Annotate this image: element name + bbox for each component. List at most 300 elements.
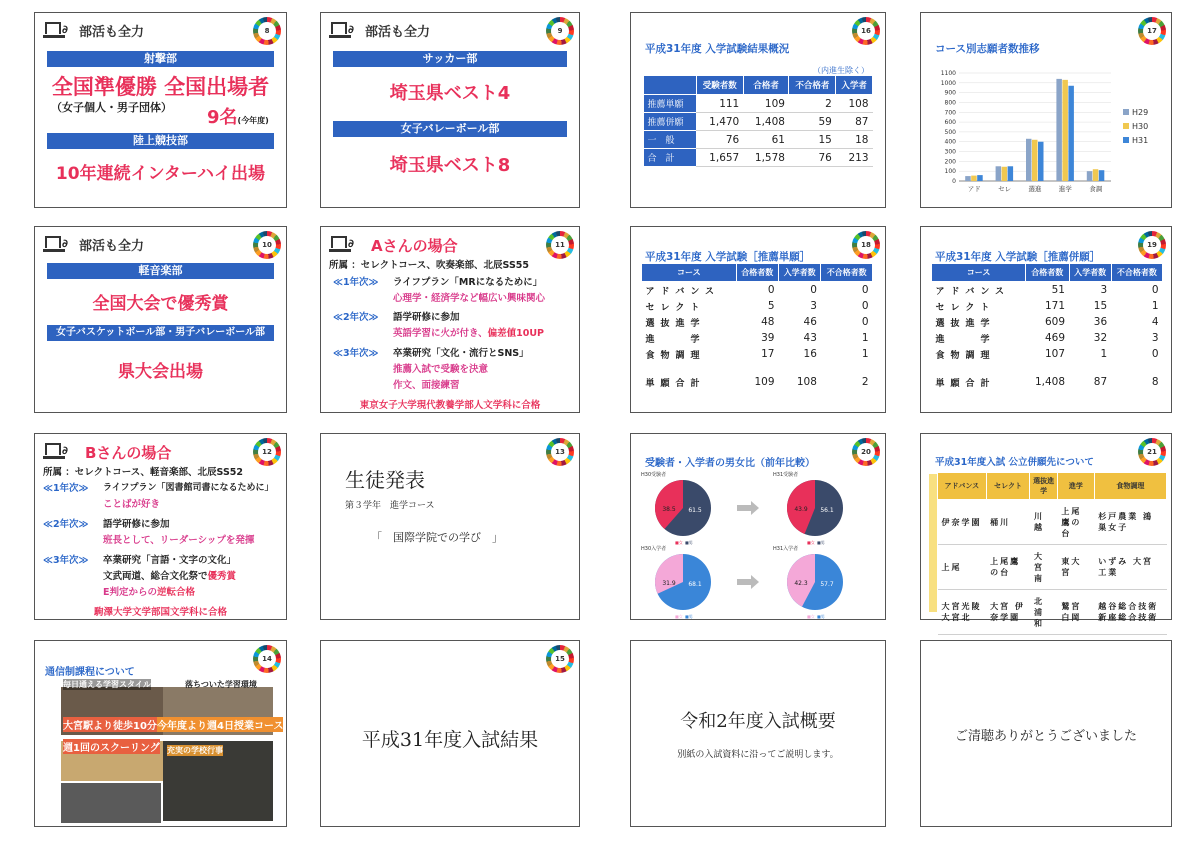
- table-header-row: [932, 264, 1163, 282]
- slide-15: [320, 640, 580, 827]
- slide-title: 部活も全力: [79, 25, 145, 40]
- table-cell: 選抜進学: [935, 318, 996, 329]
- y-tick-label: 100: [944, 168, 956, 176]
- table-cell: [1069, 362, 1111, 374]
- slide-8: [34, 12, 287, 208]
- x-tick-label: 選進: [1028, 185, 1042, 193]
- table-cell: 5: [767, 300, 775, 312]
- table-cell: 16: [803, 348, 817, 360]
- table-cell: 213: [836, 149, 873, 167]
- table-cell: 越谷総合技術 新座総合技術: [1094, 590, 1166, 635]
- pie-label-male: 68.1: [688, 581, 702, 588]
- x-tick-label: アド: [967, 185, 981, 193]
- x-tick-label: 進学: [1058, 185, 1072, 193]
- topic: 「 国際学院での学び 」: [371, 531, 503, 544]
- bar-H31: [1099, 170, 1105, 181]
- sdgs-wheel-icon: 18: [852, 231, 880, 259]
- slide-title: 平成31年度 入学試験結果概況: [645, 43, 790, 55]
- table-cell: 鷲宮 白岡: [1057, 590, 1094, 635]
- table-cell: いずみ 大宮工業: [1094, 545, 1166, 590]
- table-cell: 8: [1151, 376, 1159, 388]
- y-tick-label: 400: [944, 138, 956, 146]
- sdgs-wheel-icon: 13: [546, 438, 574, 466]
- table-cell: [1111, 362, 1162, 374]
- table-row: [642, 282, 873, 299]
- table-header-row: [938, 473, 1167, 500]
- slide-title: Aさんの場合: [371, 237, 458, 255]
- pie-label-female: 43.9: [794, 506, 808, 513]
- column-header: コース: [932, 264, 1026, 282]
- x-tick-label: セレ: [998, 185, 1012, 193]
- table-cell: 2: [789, 95, 836, 113]
- bar-H30: [1002, 167, 1008, 181]
- slide-title: 生徒発表: [345, 468, 425, 492]
- legend-swatch: [1123, 123, 1129, 129]
- table-row: [938, 500, 1167, 545]
- y-tick-label: 500: [944, 128, 956, 136]
- table-cell: 48: [761, 316, 775, 328]
- table-cell: 109: [754, 376, 775, 388]
- table-cell: 15: [789, 131, 836, 149]
- sdgs-wheel-icon: 10: [253, 231, 281, 259]
- caption: 充実の学校行事: [167, 746, 223, 755]
- detail: 語学研修に参加: [393, 312, 460, 323]
- note: （内進生除く）: [813, 66, 869, 75]
- table-cell: 36: [1093, 316, 1108, 328]
- detail: ことばが好き: [103, 499, 161, 510]
- table-cell: 上尾: [938, 545, 987, 590]
- sdgs-wheel-icon: 19: [1138, 231, 1166, 259]
- slide-12: [34, 433, 287, 620]
- slide-22: [630, 640, 886, 827]
- table-cell: 3: [1100, 284, 1108, 296]
- photo-group: [61, 783, 161, 823]
- club-bar: 女子バレーボール部: [333, 121, 567, 137]
- table-cell: 大宮南: [1030, 545, 1057, 590]
- table-cell: [736, 362, 778, 374]
- bar-H29: [1056, 79, 1062, 181]
- caption: 大宮駅より徒歩10分: [63, 717, 157, 732]
- table-cell: 大宮 伊奈学園: [986, 590, 1030, 635]
- sdgs-wheel-icon: 12: [253, 438, 281, 466]
- caption: 今年度より週4日授業コース: [157, 717, 283, 732]
- bar-H29: [965, 176, 971, 181]
- table-row: [644, 131, 873, 149]
- table-cell: [932, 362, 1026, 374]
- table-cell: 1,657: [696, 149, 743, 167]
- bar-H30: [1062, 80, 1068, 181]
- table-cell: 18: [836, 131, 873, 149]
- column-header: コース: [642, 264, 737, 282]
- pie-caption: H31受験者: [773, 472, 799, 478]
- sdgs-wheel-icon: 16: [852, 17, 880, 45]
- bar-H31: [1038, 142, 1044, 181]
- table-row: [932, 314, 1163, 330]
- y-tick-label: 0: [952, 178, 956, 185]
- bar-H29: [1087, 171, 1093, 181]
- y-tick-label: 700: [944, 109, 956, 117]
- pie-label-male: 57.7: [820, 581, 834, 588]
- table-row: [938, 545, 1167, 590]
- headline: 10年連続インターハイ出場: [55, 164, 266, 184]
- table-cell: [779, 362, 821, 374]
- bar-H31: [977, 175, 983, 181]
- table-cell: 東大宮: [1057, 545, 1094, 590]
- column-header: 入学者数: [779, 264, 821, 282]
- table-cell: 3: [1151, 332, 1159, 344]
- detail: 語学研修に参加: [103, 519, 170, 530]
- table-row: [938, 590, 1167, 635]
- school-logo: ∂: [329, 235, 355, 257]
- caption: 毎日通える学習スタイル: [63, 680, 151, 689]
- result: 東京女子大学現代教養学部人文学科に合格: [359, 400, 541, 411]
- column-header: 受験者数: [696, 76, 743, 95]
- table-row: [644, 95, 873, 113]
- headline: 埼玉県ベスト4: [389, 83, 511, 104]
- legend-label: H31: [1132, 136, 1149, 145]
- table-cell: 進 学: [645, 334, 706, 345]
- detail: 班長として、リーダーシップを発揮: [103, 535, 255, 546]
- slide-title: 令和2年度入試概要: [680, 711, 836, 732]
- legend-male: ■男: [817, 614, 825, 619]
- slide-17: [920, 12, 1172, 208]
- table-row: [932, 282, 1163, 299]
- column-header: 不合格者数: [1111, 264, 1162, 282]
- table-cell: [642, 362, 737, 374]
- y-tick-label: 800: [944, 99, 956, 107]
- column-header: 食物調理: [1094, 473, 1166, 500]
- headline: 埼玉県ベスト8: [389, 155, 511, 176]
- y-tick-label: 200: [944, 158, 956, 166]
- school-logo: ∂: [43, 21, 69, 43]
- table-cell: 1: [861, 332, 869, 344]
- slide-title: 平成31年度入試 公立併願先について: [935, 457, 1094, 468]
- sdgs-wheel-icon: 17: [1138, 17, 1166, 45]
- slide-title: Bさんの場合: [85, 444, 172, 462]
- table-cell: 109: [743, 95, 789, 113]
- slide-19: [920, 226, 1172, 413]
- table-cell: 107: [1044, 348, 1065, 360]
- detail: 推薦入試で受験を決意: [393, 364, 489, 375]
- slide-18: [630, 226, 886, 413]
- table-cell: 1: [1151, 300, 1159, 312]
- legend-female: ■女: [675, 540, 683, 545]
- table-cell: 伊奈学園: [938, 500, 987, 545]
- table-cell: 15: [1093, 300, 1108, 312]
- pie-label-male: 61.5: [688, 507, 702, 514]
- legend-swatch: [1123, 137, 1129, 143]
- table-cell: 推薦単願: [644, 95, 697, 113]
- table-cell: 0: [861, 316, 869, 328]
- legend-male: ■男: [817, 540, 825, 545]
- headline: 全国大会で優秀賞: [92, 294, 229, 314]
- table-cell: 1,578: [743, 149, 789, 167]
- table-cell: 進 学: [935, 334, 996, 345]
- year-label: ≪3年次≫: [43, 555, 89, 566]
- table-cell: 39: [761, 332, 775, 344]
- gender-ratio-pies: [631, 470, 887, 620]
- detail: 卒業研究「文化・流行とSNS」: [393, 348, 529, 359]
- table-cell: 469: [1044, 332, 1065, 344]
- detail: ライフプラン「図書館司書になるために」: [103, 483, 274, 493]
- y-tick-label: 300: [944, 148, 956, 156]
- table-cell: 1,408: [743, 113, 789, 131]
- column-header: 合格者数: [1026, 264, 1069, 282]
- bar-H29: [996, 166, 1002, 181]
- detail: 心理学・経済学など幅広い興味関心: [393, 293, 546, 304]
- sdgs-wheel-icon: 21: [1138, 438, 1166, 466]
- y-tick-label: 1100: [940, 70, 956, 77]
- slide-16: [630, 12, 886, 208]
- affiliation: 所属 ：セレクトコース、吹奏楽部、北辰SS55: [329, 260, 530, 271]
- legend-female: ■女: [807, 540, 815, 545]
- club-bar: 女子バスケットボール部・男子バレーボール部: [47, 325, 274, 341]
- headline: 全国準優勝 全国出場者: [51, 75, 270, 99]
- table-cell: セレクト: [645, 302, 706, 313]
- table-cell: 単願合計: [935, 378, 996, 389]
- table-cell: 上尾鷹の台: [986, 545, 1030, 590]
- table-cell: 0: [861, 300, 869, 312]
- slide-title: 部活も全力: [79, 239, 145, 254]
- table-cell: 北浦和: [1030, 590, 1057, 635]
- public-schools-table: [937, 472, 1167, 635]
- y-tick-label: 900: [944, 89, 956, 97]
- table-cell: 108: [836, 95, 873, 113]
- table-cell: 合 計: [644, 149, 697, 167]
- detail: 英語学習に火が付き、: [393, 328, 488, 339]
- table-cell: 51: [1051, 284, 1065, 296]
- x-tick-label: 食調: [1089, 185, 1103, 193]
- table-cell: 87: [1093, 376, 1108, 388]
- school-logo: ∂: [43, 235, 69, 257]
- table-cell: 食物調理: [935, 350, 996, 361]
- table-cell: 上尾鷹の台: [1057, 500, 1094, 545]
- slide-title: 部活も全力: [365, 25, 431, 40]
- slide-20: [630, 433, 886, 620]
- table-cell: 0: [767, 284, 775, 296]
- club-bar: サッカー部: [333, 51, 567, 67]
- sdgs-wheel-icon: 15: [546, 645, 574, 673]
- slide-10: [34, 226, 287, 413]
- grade-course: 第３学年 進学コース: [345, 501, 435, 511]
- detail: E判定からの: [103, 587, 157, 598]
- y-tick-label: 600: [944, 119, 956, 127]
- sdgs-wheel-icon: 9: [546, 17, 574, 45]
- bar-H31: [1068, 86, 1074, 181]
- table-cell: 推薦併願: [644, 113, 697, 131]
- slide-title: 受験者・入学者の男女比（前年比較）: [645, 458, 815, 469]
- slide-14: [34, 640, 287, 827]
- tandoku-table: [641, 263, 873, 390]
- table-header-row: [644, 76, 873, 95]
- detail: ライフプラン「MRになるために」: [393, 277, 543, 288]
- table-cell: 1: [1100, 348, 1108, 360]
- table-cell: 1,408: [1034, 376, 1065, 388]
- slide-9: [320, 12, 580, 208]
- slide-subtitle: 別紙の入試資料に沿ってご説明します。: [677, 750, 839, 760]
- headline: 県大会出場: [118, 362, 203, 382]
- table-cell: 111: [696, 95, 743, 113]
- table-cell: 食物調理: [645, 350, 706, 361]
- table-cell: 0: [861, 284, 869, 296]
- table-cell: セレクト: [935, 302, 996, 313]
- column-header: セレクト: [986, 473, 1030, 500]
- slide-title: ご清聴ありがとうございました: [954, 729, 1137, 744]
- club-bar: 軽音楽部: [47, 263, 274, 279]
- table-cell: 一 般: [644, 131, 697, 149]
- sdgs-wheel-icon: 8: [253, 17, 281, 45]
- exam-results-table: [643, 75, 873, 167]
- slide-13: [320, 433, 580, 620]
- column-header: 不合格者数: [821, 264, 873, 282]
- table-cell: 17: [761, 348, 775, 360]
- count: 9名(今年度): [207, 107, 269, 128]
- table-cell: 76: [696, 131, 743, 149]
- club-bar: 射撃部: [47, 51, 274, 67]
- school-logo: ∂: [43, 442, 69, 464]
- table-cell: 0: [1151, 348, 1159, 360]
- table-cell: 大宮光陵 大宮北: [938, 590, 987, 635]
- school-logo: ∂: [329, 21, 355, 43]
- slide-title: コース別志願者数推移: [935, 43, 1040, 55]
- column-header: 進学: [1057, 473, 1094, 500]
- table-cell: 32: [1093, 332, 1108, 344]
- column-header: 入学者数: [1069, 264, 1111, 282]
- table-cell: 76: [789, 149, 836, 167]
- pie-caption: H30受験者: [641, 472, 667, 478]
- slide-title: 通信制課程について: [45, 667, 135, 678]
- pie-caption: H31入学者: [773, 546, 799, 552]
- table-side-bar: [929, 474, 937, 612]
- table-row: [932, 346, 1163, 362]
- table-cell: 選抜進学: [645, 318, 706, 329]
- table-cell: アドバンス: [935, 286, 1011, 297]
- slide-23: [920, 640, 1172, 827]
- slide-title: 平成31年度入試結果: [361, 729, 539, 751]
- sdgs-wheel-icon: 11: [546, 231, 574, 259]
- bar-H31: [1008, 166, 1014, 181]
- arrow-icon: [737, 575, 759, 589]
- bar-H30: [1093, 169, 1099, 181]
- table-cell: 2: [861, 376, 869, 388]
- table-row: [932, 362, 1163, 374]
- table-row: [642, 346, 873, 362]
- bar-H30: [1032, 140, 1038, 181]
- pie-label-female: 38.5: [662, 506, 676, 513]
- table-cell: 108: [796, 376, 817, 388]
- y-tick-label: 1000: [940, 79, 956, 87]
- table-row: [644, 149, 873, 167]
- table-cell: 171: [1044, 300, 1065, 312]
- year-label: ≪1年次≫: [333, 277, 379, 288]
- table-cell: 0: [810, 284, 817, 296]
- heigan-table: [931, 263, 1163, 390]
- table-cell: 単願合計: [645, 378, 706, 389]
- table-cell: アドバンス: [645, 286, 721, 297]
- table-cell: 杉戸農業 鴻巣女子: [1094, 500, 1166, 545]
- table-cell: 46: [803, 316, 817, 328]
- table-cell: 桶川: [986, 500, 1030, 545]
- table-cell: 61: [743, 131, 789, 149]
- highlight: 偏差値10UP: [487, 328, 545, 339]
- legend-swatch: [1123, 109, 1129, 115]
- table-cell: 59: [789, 113, 836, 131]
- bar-H30: [971, 176, 977, 181]
- table-cell: 609: [1044, 316, 1065, 328]
- subtext: （女子個人・男子団体）: [51, 101, 172, 114]
- year-label: ≪2年次≫: [333, 312, 379, 323]
- slide-title: 平成31年度 入学試験［推薦単願］: [645, 251, 811, 263]
- legend-female: ■女: [675, 614, 683, 619]
- table-cell: [821, 362, 873, 374]
- table-row: [642, 362, 873, 374]
- legend-female: ■女: [807, 614, 815, 619]
- table-cell: [1026, 362, 1069, 374]
- affiliation: 所属 ：セレクトコース、軽音楽部、北辰SS52: [43, 467, 244, 478]
- table-row: [642, 374, 873, 390]
- pie-caption: H30入学者: [641, 546, 667, 552]
- table-row: [932, 330, 1163, 346]
- legend-male: ■男: [685, 614, 693, 619]
- table-row: [642, 330, 873, 346]
- legend-label: H29: [1132, 108, 1149, 117]
- table-cell: 0: [1151, 284, 1159, 296]
- table-row: [932, 374, 1163, 390]
- column-header: 選抜進学: [1030, 473, 1057, 500]
- column-header: アドバンス: [938, 473, 987, 500]
- detail: 文武両道、総合文化祭で: [103, 571, 208, 582]
- year-label: ≪1年次≫: [43, 483, 89, 494]
- pie-label-female: 31.9: [662, 580, 676, 587]
- sdgs-wheel-icon: 20: [852, 438, 880, 466]
- caption: 落ちついた学習環境: [185, 680, 257, 689]
- sdgs-wheel-icon: 14: [253, 645, 281, 673]
- legend-label: H30: [1132, 122, 1149, 131]
- table-row: [932, 298, 1163, 314]
- result: 駒澤大学文学部国文学科に合格: [93, 607, 227, 618]
- legend-male: ■男: [685, 540, 693, 545]
- column-header: [644, 76, 697, 95]
- column-header: 合格者数: [736, 264, 778, 282]
- table-cell: 川越: [1030, 500, 1057, 545]
- table-row: [642, 298, 873, 314]
- bar-H29: [1026, 139, 1032, 181]
- detail: 卒業研究「言語・文字の文化」: [103, 555, 237, 566]
- table-cell: 87: [836, 113, 873, 131]
- table-cell: 43: [803, 332, 817, 344]
- pie-label-female: 42.3: [794, 580, 808, 587]
- table-cell: 4: [1151, 316, 1159, 328]
- club-bar: 陸上競技部: [47, 133, 274, 149]
- slide-21: [920, 433, 1172, 628]
- applicants-bar-chart: [929, 67, 1165, 205]
- detail: 作文、面接練習: [393, 380, 460, 391]
- column-header: 入学者: [836, 76, 873, 95]
- table-row: [642, 314, 873, 330]
- pie-label-male: 56.1: [820, 507, 834, 514]
- slide-title: 平成31年度 入学試験［推薦併願］: [935, 251, 1101, 263]
- table-cell: 1,470: [696, 113, 743, 131]
- table-header-row: [642, 264, 873, 282]
- column-header: 不合格者: [789, 76, 836, 95]
- table-row: [644, 113, 873, 131]
- year-label: ≪3年次≫: [333, 348, 379, 359]
- highlight: 優秀賞: [207, 571, 237, 582]
- year-label: ≪2年次≫: [43, 519, 89, 530]
- caption: 週1回のスクーリング: [63, 739, 160, 754]
- slide-11: [320, 226, 580, 413]
- table-cell: 1: [861, 348, 869, 360]
